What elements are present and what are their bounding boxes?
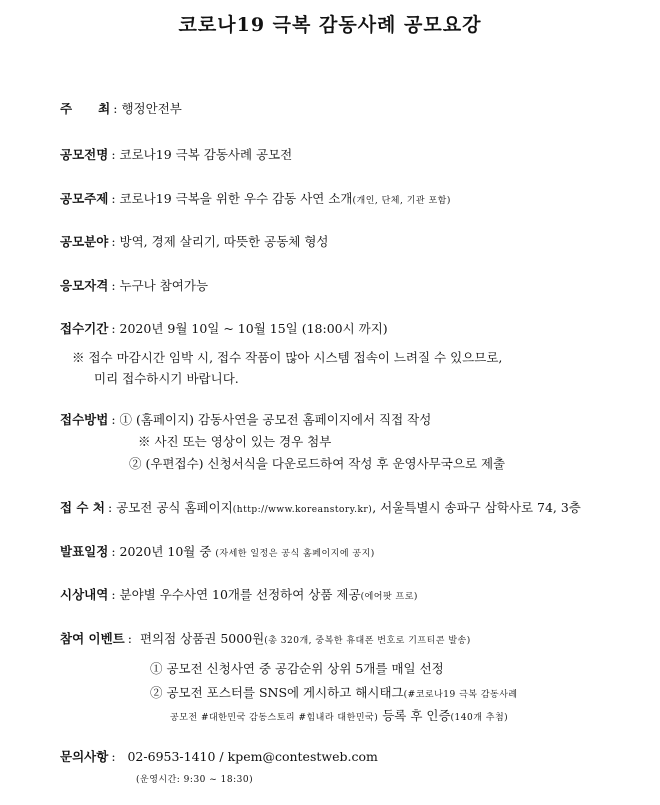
announcement-label: 발표일정	[60, 544, 109, 559]
announcement-value: 2020년 10월 중	[119, 544, 212, 559]
method-item-1-note: ※ 사진 또는 영상이 있는 경우 첨부	[138, 434, 332, 449]
period-row: 접수기간 : 2020년 9월 10일 ~ 10월 15일 (18:00시 까지)	[60, 321, 388, 336]
announcement-row: 발표일정 : 2020년 10월 중 (자세한 일정은 공식 홈페이지에 공지)	[60, 544, 375, 559]
period-label: 접수기간	[60, 321, 109, 336]
eligibility-row: 응모자격 : 누구나 참여가능	[60, 278, 209, 293]
method-item-1: ① (홈페이지) 감동사연을 공모전 홈페이지에서 직접 작성	[119, 412, 432, 427]
contest-name-value: 코로나19 극복 감동사례 공모전	[119, 147, 293, 162]
eligibility-label: 응모자격	[60, 278, 109, 293]
destination-label: 접 수 처	[60, 500, 105, 515]
host-label: 주 최	[60, 101, 111, 116]
period-value: 2020년 9월 10일 ~ 10월 15일 (18:00시 까지)	[119, 321, 388, 336]
theme-label: 공모주제	[60, 191, 109, 206]
host-row: 주 최 : 행정안전부	[60, 101, 182, 116]
awards-small: (에어팟 프로)	[360, 592, 418, 602]
destination-value-a: 공모전 공식 홈페이지	[116, 500, 233, 515]
event-item-1: ① 공모전 신청사연 중 공감순위 상위 5개를 매일 선정	[150, 661, 444, 676]
event-item-2-count: (140개 추첨)	[450, 713, 509, 723]
contact-label: 문의사항	[60, 749, 109, 764]
contest-name-label: 공모전명	[60, 147, 109, 162]
event-hashtags: 공모전 #대한민국 감동스토리 #힘내라 대한민국)	[170, 713, 379, 723]
page-title: 코로나19 극복 감동사례 공모요강	[178, 14, 482, 36]
awards-label: 시상내역	[60, 587, 109, 602]
announcement-small: (자세한 일정은 공식 홈페이지에 공지)	[215, 549, 375, 559]
contact-row: 문의사항 : 02-6953-1410 / kpem@contestweb.com	[60, 749, 378, 764]
eligibility-value: 누구나 참여가능	[119, 278, 209, 293]
method-row: 접수방법 : ① (홈페이지) 감동사연을 공모전 홈페이지에서 직접 작성	[60, 412, 432, 427]
event-item-2-small: (#코로나19 극복 감동사례	[403, 690, 518, 700]
method-item-2: ② (우편접수) 신청서식을 다운로드하여 작성 후 운영사무국으로 제출	[129, 456, 506, 471]
theme-value: 코로나19 극복을 위한 우수 감동 사연 소개	[119, 191, 353, 206]
theme-small: (개인, 단체, 기관 포함)	[352, 196, 451, 206]
contact-hours: (운영시간: 9:30 ~ 18:30)	[136, 775, 254, 785]
period-note-2: 미리 접수하시기 바랍니다.	[94, 371, 239, 386]
event-item-2	[150, 684, 518, 704]
period-note-1: ※ 접수 마감시간 임박 시, 접수 작품이 많아 시스템 접속이 느려질 수 있으므로,	[72, 350, 503, 365]
method-label: 접수방법	[60, 412, 109, 427]
event-small: (총 320개, 중복한 휴대폰 번호로 기프티콘 발송)	[264, 636, 471, 646]
event-row: 참여 이벤트 : 편의점 상품권 5000원(총 320개, 중복한 휴대폰 번호로 기프티콘 발송)	[60, 631, 471, 646]
host-value: 행정안전부	[121, 101, 182, 116]
destination-value-b: , 서울특별시 송파구 삼학사로 74, 3층	[372, 500, 581, 515]
contest-name-row: 공모전명 : 코로나19 극복 감동사례 공모전	[60, 147, 293, 162]
event-item-2-text: ② 공모전 포스터를 SNS에 게시하고 해시태그	[150, 685, 404, 700]
event-item-2-line-2	[170, 707, 508, 727]
field-row: 공모분야 : 방역, 경제 살리기, 따뜻한 공동체 형성	[60, 234, 329, 249]
field-value: 방역, 경제 살리기, 따뜻한 공동체 형성	[119, 234, 329, 249]
destination-url[interactable]: (http://www.koreanstory.kr)	[232, 505, 373, 515]
contact-value: 02-6953-1410 / kpem@contestweb.com	[127, 749, 378, 764]
awards-value: 분야별 우수사연 10개를 선정하여 상품 제공	[119, 587, 361, 602]
event-label: 참여 이벤트	[60, 631, 125, 646]
event-item-2-register: 등록 후 인증	[378, 708, 451, 723]
destination-row: 접 수 처 : 공모전 공식 홈페이지(http://www.koreanstory.kr), 서울특별시 송파구 삼학사로 74, 3층	[60, 500, 581, 515]
theme-row: 공모주제 : 코로나19 극복을 위한 우수 감동 사연 소개(개인, 단체, 기관 포함)	[60, 191, 451, 206]
awards-row: 시상내역 : 분야별 우수사연 10개를 선정하여 상품 제공(에어팟 프로)	[60, 587, 418, 602]
field-label: 공모분야	[60, 234, 109, 249]
event-value: 편의점 상품권 5000원	[139, 631, 265, 646]
